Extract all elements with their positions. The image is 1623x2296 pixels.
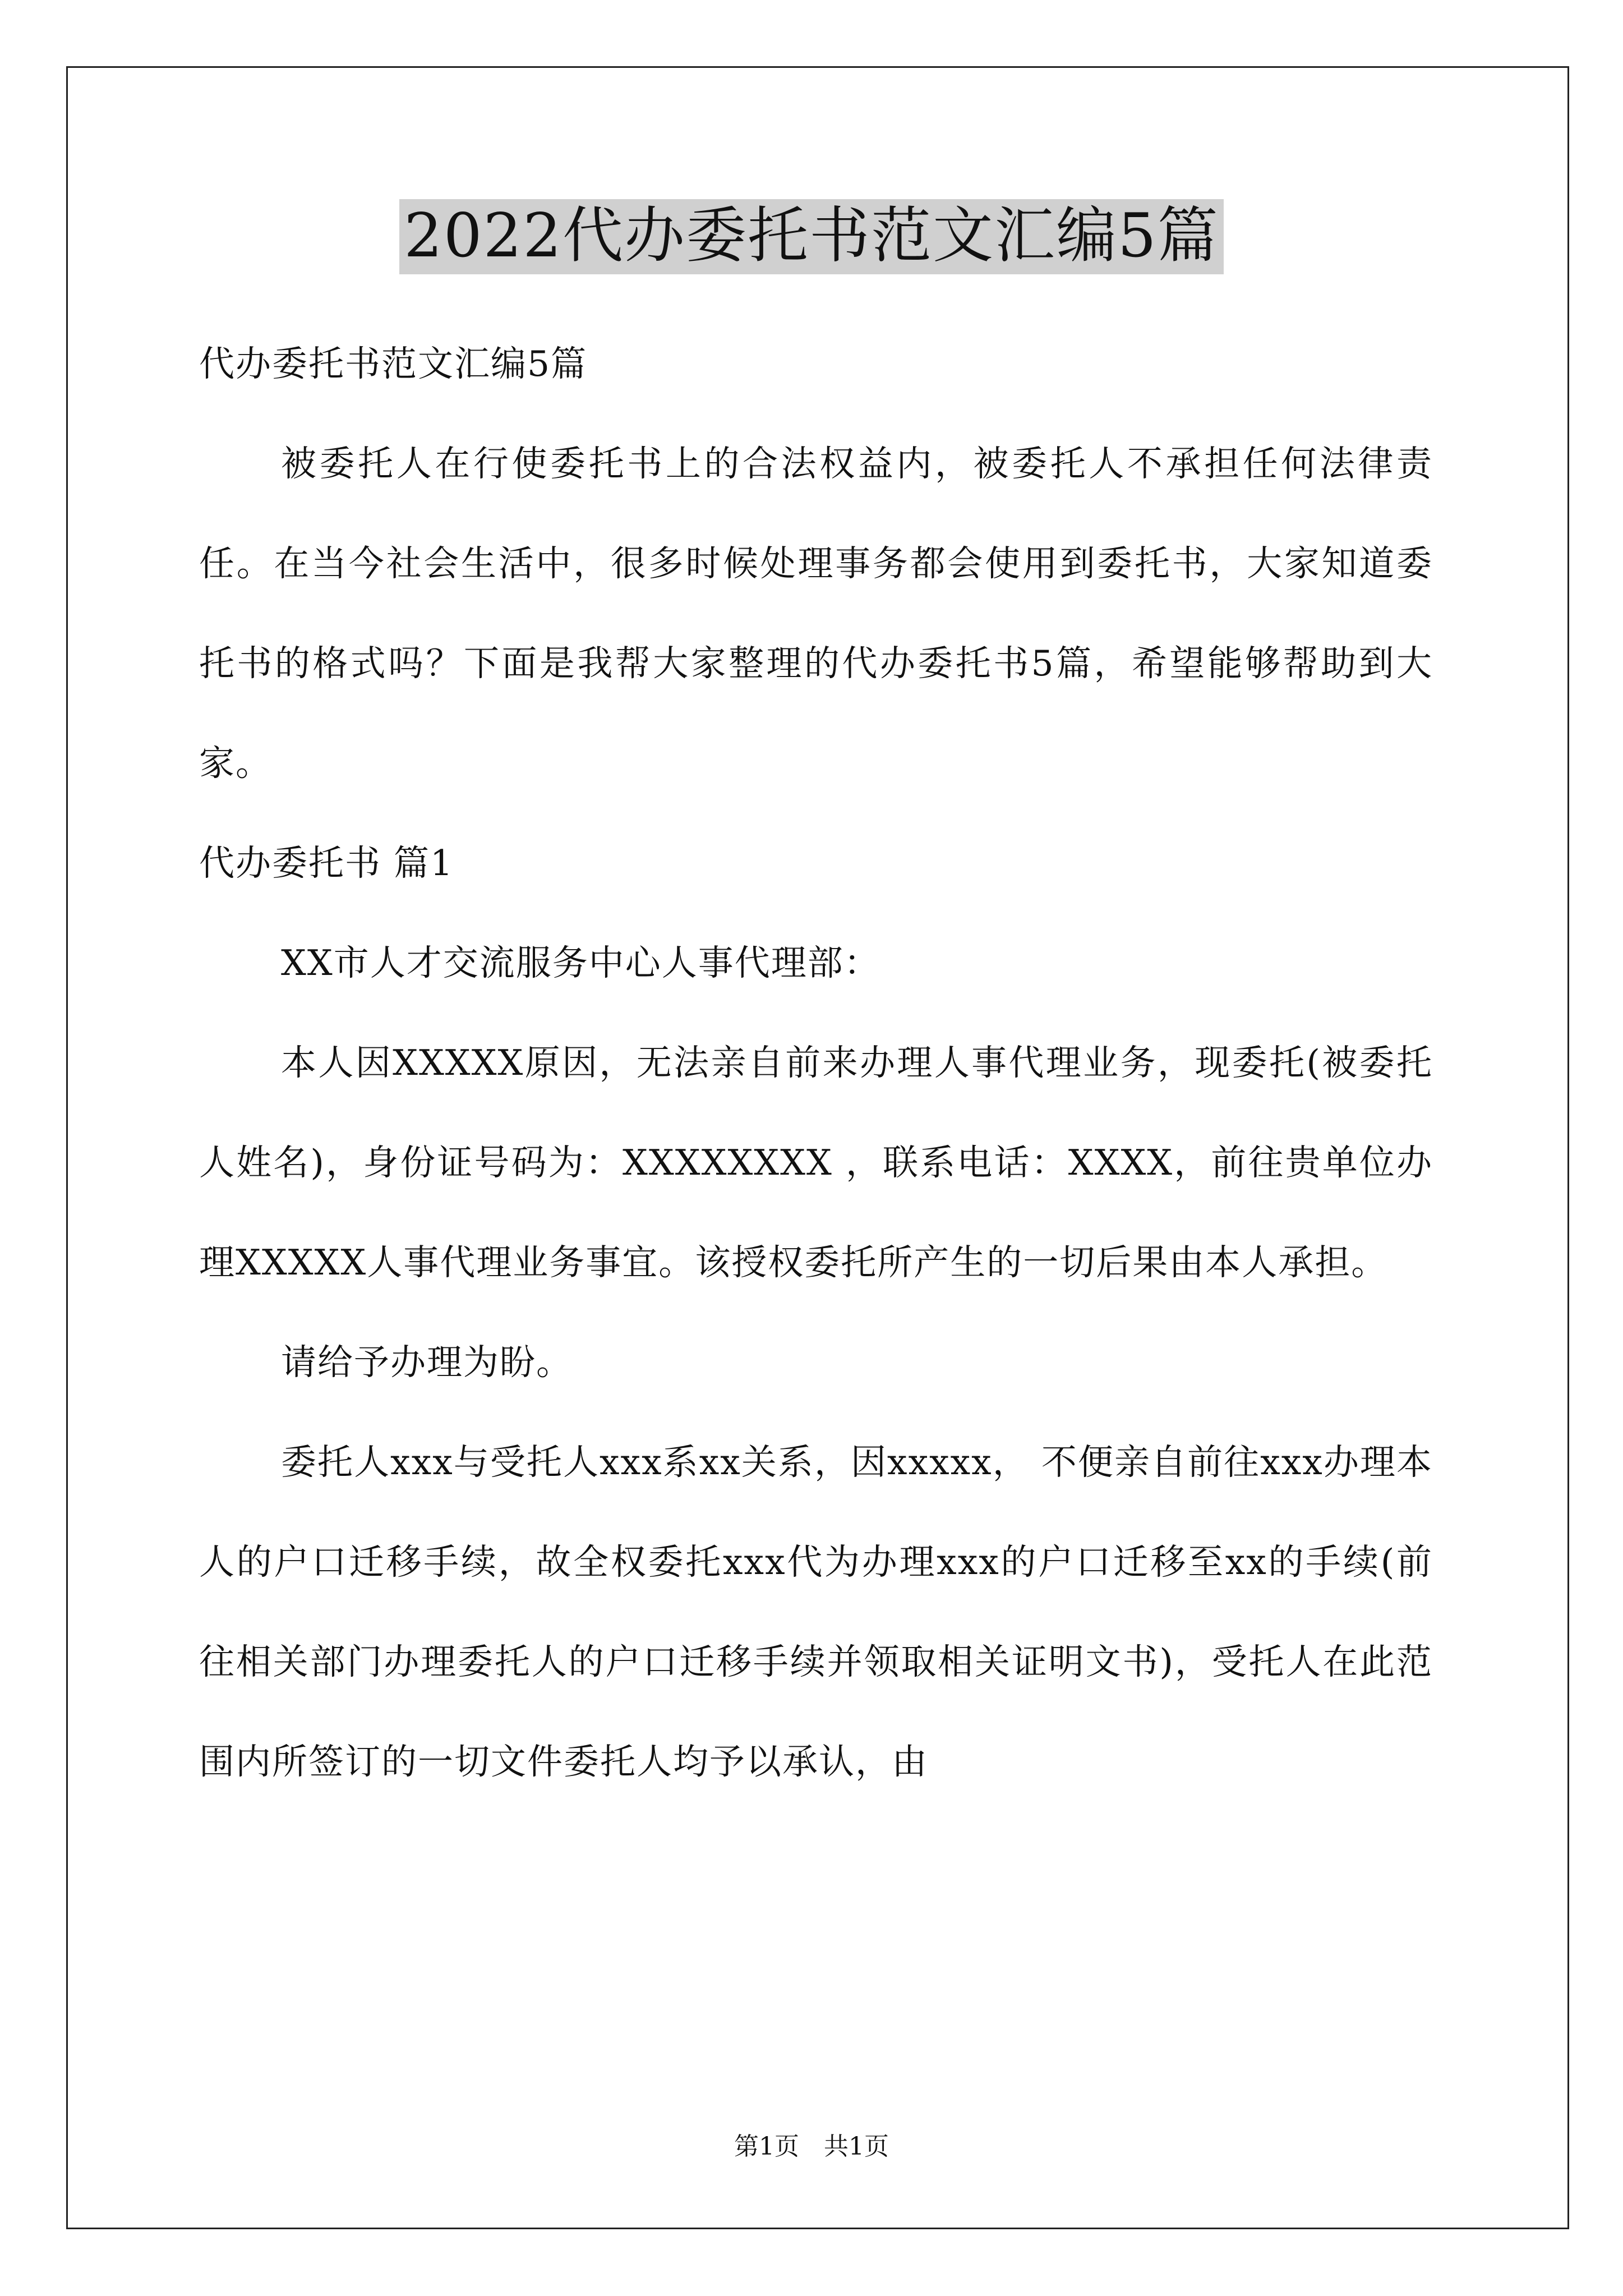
paragraph-intro: 被委托人在行使委托书上的合法权益内，被委托人不承担任何法律责任。在当今社会生活中，很多时候处理事务都会使用到委托书，大家知道委托书的格式吗？下面是我帮大家整理的代办委托书5篇，希望能够帮助到大家。 (199, 443, 1433, 784)
paragraph-section-heading: 代办委托书 篇1 (199, 843, 454, 884)
page-footer: 第1页 共1页 (734, 2132, 889, 2161)
paragraph-subtitle: 代办委托书范文汇编5篇 (199, 343, 588, 384)
paragraph-addressee: XX市人才交流服务中心人事代理部： (281, 942, 880, 983)
paragraph-body: 本人因XXXXX原因，无法亲自前来办理人事代理业务，现委托(被委托人姓名)，身份证号码为：XXXXXXXX ，联系电话：XXXX，前往贵单位办理XXXXX人事代理业务事宜。该授权委托所产生的一切后果由本人承担。 (199, 1042, 1433, 1283)
document-title: 2022代办委托书范文汇编5篇 (399, 199, 1224, 274)
document-title-block (0, 199, 1623, 274)
paragraph-entrustment: 委托人xxx与受托人xxx系xx关系，因xxxxx， 不便亲自前往xxx办理本人的户口迁移手续，故全权委托xxx代为办理xxx的户口迁移至xx的手续(前往相关部门办理委托人的户口迁移手续并领取相关证明文书)，受托人在此范围内所签订的一切文件委托人均予以承认，由 (199, 1442, 1433, 1782)
paragraph-request: 请给予办理为盼。 (281, 1342, 573, 1383)
document-body (199, 314, 1433, 1812)
